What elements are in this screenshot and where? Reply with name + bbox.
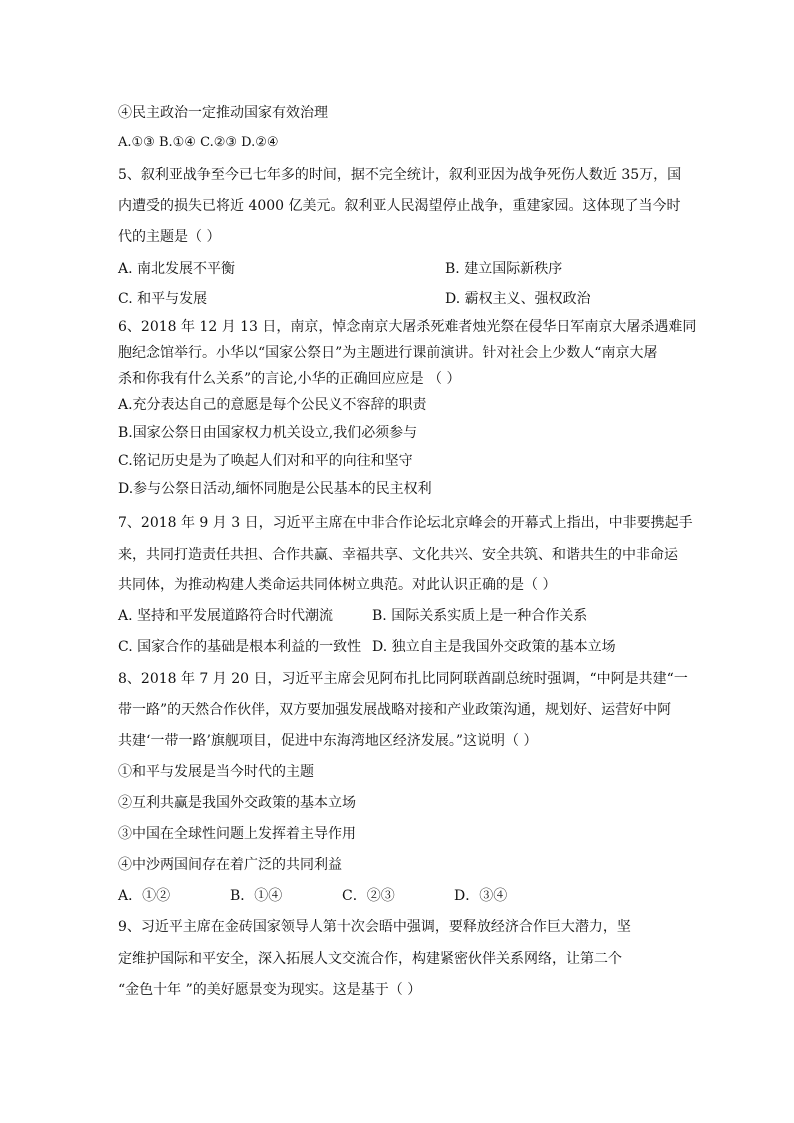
- q8-statement-2: ②互利共赢是我国外交政策的基本立场: [118, 795, 356, 811]
- q6-option-d: D.参与公祭日活动,缅怀同胞是公民基本的民主权利: [118, 481, 432, 497]
- q6-option-a: A.充分表达自己的意愿是每个公民义不容辞的职责: [118, 397, 427, 413]
- q5-option-c: C. 和平与发展: [118, 291, 208, 307]
- q5-option-a: A. 南北发展不平衡: [118, 261, 236, 277]
- q5-option-b: B. 建立国际新秩序: [445, 261, 563, 277]
- q4-statement-4: ④民主政治一定推动国家有效治理: [118, 105, 328, 121]
- q4-options: A.①③ B.①④ C.②③ D.②④: [118, 135, 279, 150]
- q8-stem-line-2: 带一路”的天然合作伙伴，双方要加强发展战略对接和产业政策沟通，规划好、运营好中阿: [118, 702, 672, 718]
- q5-option-d: D. 霸权主义、强权政治: [445, 291, 591, 307]
- q6-stem-line-1: 6、2018 年 12 月 13 日，南京，悼念南京大屠杀死难者烛光祭在侵华日军南京大屠杀遇难同: [118, 319, 697, 335]
- q8-option-d: D．③④: [454, 888, 508, 904]
- q8-statement-1: ①和平与发展是当今时代的主题: [118, 764, 314, 780]
- q6-option-c: C.铭记历史是为了唤起人们对和平的向往和坚守: [118, 453, 413, 469]
- q8-statement-4: ④中沙两国间存在着广泛的共同利益: [118, 857, 342, 873]
- q8-stem-line-3: 共建‘一带一路’旗舰项目，促进中东海湾地区经济发展。”这说明（ ）: [118, 733, 538, 749]
- q9-stem-line-2: 定维护国际和平安全，深入拓展人文交流合作，构建紧密伙伴关系网络，让第二个: [118, 951, 622, 967]
- q7-option-b: B. 国际关系实质上是一种合作关系: [372, 608, 588, 624]
- q8-option-c: C．②③: [342, 888, 395, 904]
- q7-option-a: A. 坚持和平发展道路符合时代潮流: [118, 608, 334, 624]
- q8-option-b: B．①④: [230, 888, 283, 904]
- q5-stem-line-3: 代的主题是（ ）: [118, 229, 221, 245]
- q7-stem-line-1: 7、2018 年 9 月 3 日，习近平主席在中非合作论坛北京峰会的开幕式上指出，中非要携起手: [118, 515, 693, 531]
- q7-option-c: C. 国家合作的基础是根本利益的一致性: [118, 639, 362, 655]
- q8-stem-line-1: 8、2018 年 7 月 20 日，习近平主席会见阿布扎比同阿联酋副总统时强调，“中阿是共建“一: [118, 671, 688, 687]
- q6-stem-line-3: 杀和你我有什么关系”的言论,小华的正确回应应是 （ ）: [118, 371, 461, 387]
- q9-stem-line-3: “金色十年 ”的美好愿景变为现实。这是基于（ ）: [118, 982, 422, 998]
- q7-option-d: D. 独立自主是我国外交政策的基本立场: [372, 639, 616, 655]
- q5-stem-line-2: 内遭受的损失已将近 4000 亿美元。叙利亚人民渴望停止战争，重建家园。这体现了当今时: [118, 198, 681, 214]
- q6-stem-line-2: 胞纪念馆举行。小华以“国家公祭日”为主题进行课前演讲。针对社会上少数人“南京大屠: [118, 345, 658, 361]
- q5-stem-line-1: 5、叙利亚战争至今已七年多的时间，据不完全统计，叙利亚因为战争死伤人数近 35万，国: [118, 167, 682, 183]
- q8-option-a: A．①②: [118, 888, 171, 904]
- q9-stem-line-1: 9、习近平主席在金砖国家领导人第十次会晤中强调，要释放经济合作巨大潜力，坚: [118, 919, 631, 935]
- q8-statement-3: ③中国在全球性问题上发挥着主导作用: [118, 826, 356, 842]
- q7-stem-line-3: 共同体，为推动构建人类命运共同体树立典范。对此认识正确的是（ ）: [118, 577, 557, 593]
- q6-option-b: B.国家公祭日由国家权力机关设立,我们必须参与: [118, 425, 418, 441]
- q7-stem-line-2: 来，共同打造责任共担、合作共赢、幸福共享、文化共兴、安全共筑、和谐共生的中非命运: [118, 547, 678, 563]
